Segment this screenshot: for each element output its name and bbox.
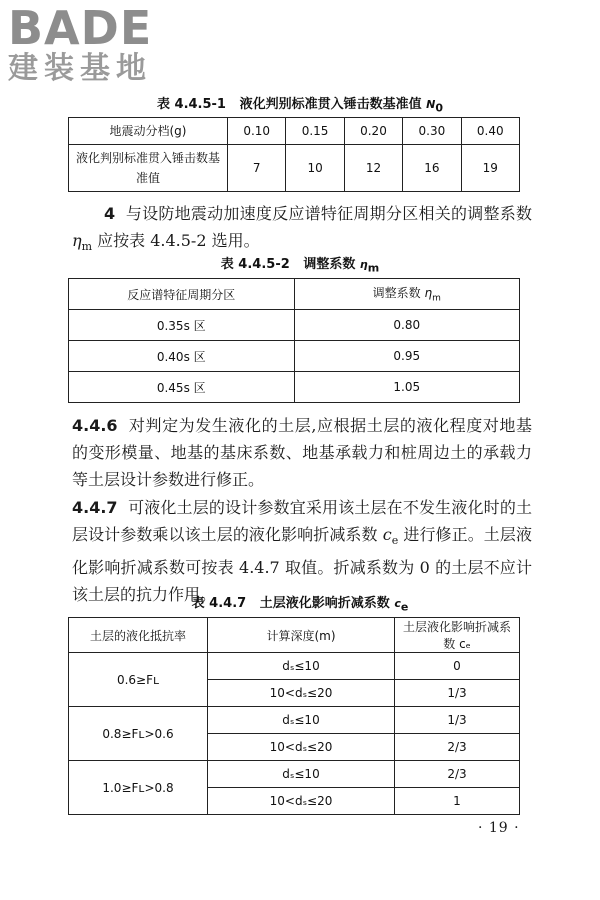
table3-coef-cell: 2/3 (395, 734, 520, 761)
table1-cell: 0.30 (403, 118, 461, 145)
table-row (69, 707, 520, 734)
clause-4-4-6 (72, 412, 532, 493)
page-number: · 19 · (478, 820, 520, 836)
table3-ratio-cell: 0.6≥Fʟ (69, 653, 208, 707)
table2-zone-cell: 0.35s 区 (69, 310, 295, 341)
table2-value-cell: 0.95 (294, 341, 520, 372)
table1-cell: 19 (461, 145, 519, 192)
table-row (69, 341, 520, 372)
table2-header-coefficient-text: 调整系数 (372, 286, 421, 301)
paragraph-4-number: 4 (104, 204, 116, 223)
table2 (68, 278, 520, 403)
table3-coef-cell: 1/3 (395, 707, 520, 734)
table1-cell: 16 (403, 145, 461, 192)
table1-cell: 10 (286, 145, 344, 192)
table1-caption-symbol: N (426, 98, 436, 111)
table3-depth-cell: 10<dₛ≤20 (208, 788, 395, 815)
brand-logo (8, 1, 178, 86)
table2-caption (0, 253, 600, 275)
table2-value-cell: 0.80 (294, 310, 520, 341)
table2-caption-symbol: η (359, 258, 368, 271)
paragraph-4-text-b: 应按表 4.4.5-2 选用。 (97, 231, 260, 250)
paragraph-4-symbol: η (72, 231, 82, 250)
table1-row1-label: 地震动分档(g) (69, 118, 228, 145)
table3-depth-cell: dₛ≤10 (208, 707, 395, 734)
logo-wordmark: BADE (8, 1, 153, 55)
paragraph-4-text-a: 与设防地震动加速度反应谱特征周期分区相关的调整系数 (125, 204, 532, 223)
table1-cell: 0.40 (461, 118, 519, 145)
table3-depth-cell: 10<dₛ≤20 (208, 680, 395, 707)
clause-4-4-7-text-a: 可液化土层的设计参数宜采用该土层在不发生液化时的土层设计参数乘以该土层的液化影响折减系数 (72, 498, 532, 544)
table2-header-row (69, 279, 520, 310)
table1-caption (0, 93, 600, 115)
logo-subtitle: 建装基地 (8, 51, 152, 86)
table2-header-symbol: η (424, 286, 433, 301)
table3-caption (0, 592, 600, 614)
table2-header-zone: 反应谱特征周期分区 (69, 279, 295, 310)
table1-row (69, 145, 520, 192)
table1-cell: 0.20 (344, 118, 402, 145)
table3-header-depth: 计算深度(m) (208, 618, 395, 653)
paragraph-4-symbol-sub: m (81, 240, 93, 254)
table-row (69, 310, 520, 341)
table2-header-symbol-sub: m (432, 293, 441, 304)
clause-4-4-6-text: 对判定为发生液化的土层,应根据土层的液化程度对地基的变形模量、地基的基床系数、地基承载力和桩周边土的承载力等土层设计参数进行修正。 (72, 416, 532, 489)
table3-header-row (69, 618, 520, 653)
table1 (68, 117, 520, 192)
table-row (69, 653, 520, 680)
table1-cell: 7 (228, 145, 286, 192)
clause-4-4-7-symbol-sub: e (391, 534, 399, 548)
table1-row2-label: 液化判别标准贯入锤击数基准值 (69, 145, 228, 192)
table3-caption-symbol: c (394, 597, 401, 610)
table3 (68, 617, 520, 815)
table2-caption-symbol-sub: m (367, 261, 380, 275)
table3-ratio-cell: 0.8≥Fʟ>0.6 (69, 707, 208, 761)
clause-4-4-7-text-b: 进行修正。土层液化影响折减系数可按表 4.4.7 取值。折减系数为 0 的土层不应计该土层的抗力作用。 (72, 525, 532, 605)
table1-cell: 0.15 (286, 118, 344, 145)
table1-row (69, 118, 520, 145)
table3-coef-cell: 2/3 (395, 761, 520, 788)
table3-coef-cell: 1/3 (395, 680, 520, 707)
table3-coef-cell: 0 (395, 653, 520, 680)
table3-depth-cell: dₛ≤10 (208, 653, 395, 680)
table2-header-coefficient (294, 279, 520, 310)
table3-coef-cell: 1 (395, 788, 520, 815)
table2-value-cell: 1.05 (294, 372, 520, 403)
table3-header-coef: 土层液化影响折减系数 cₑ (395, 618, 520, 653)
table2-zone-cell: 0.45s 区 (69, 372, 295, 403)
table1-caption-symbol-sub: 0 (435, 101, 443, 115)
clause-4-4-7-number: 4.4.7 (72, 498, 118, 517)
table2-zone-cell: 0.40s 区 (69, 341, 295, 372)
paragraph-4 (72, 200, 532, 260)
table3-caption-prefix: 表 4.4.7 (191, 596, 247, 611)
table1-caption-text: 液化判别标准贯入锤击数基准值 (239, 97, 422, 112)
table1-cell: 12 (344, 145, 402, 192)
clause-4-4-7-symbol: c (382, 525, 392, 544)
table2-caption-text: 调整系数 (303, 257, 356, 272)
table3-depth-cell: dₛ≤10 (208, 761, 395, 788)
table1-cell: 0.10 (228, 118, 286, 145)
table-row (69, 372, 520, 403)
clause-4-4-6-number: 4.4.6 (72, 416, 118, 435)
table3-ratio-cell: 1.0≥Fʟ>0.8 (69, 761, 208, 815)
table1-caption-prefix: 表 4.4.5-1 (157, 97, 226, 112)
table3-header-ratio: 土层的液化抵抗率 (69, 618, 208, 653)
table-row (69, 761, 520, 788)
table3-caption-symbol-sub: e (400, 600, 409, 614)
table3-caption-text: 土层液化影响折减系数 (259, 596, 390, 611)
table3-depth-cell: 10<dₛ≤20 (208, 734, 395, 761)
table2-caption-prefix: 表 4.4.5-2 (220, 257, 290, 272)
